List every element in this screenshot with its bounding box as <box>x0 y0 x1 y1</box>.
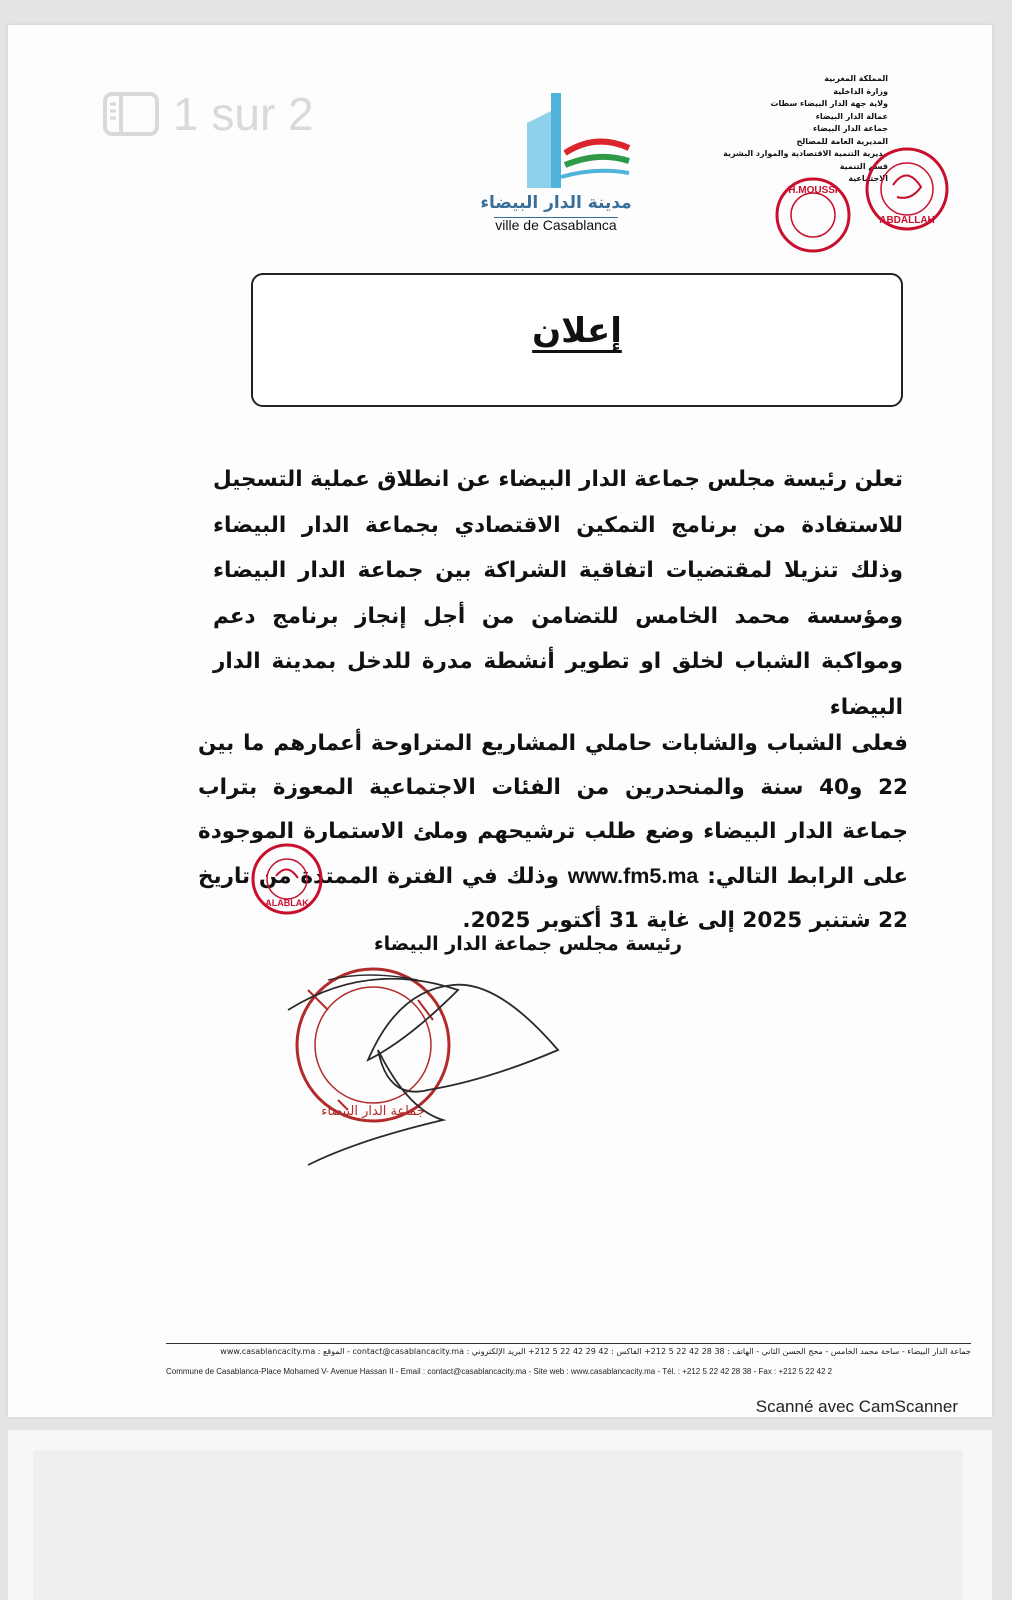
admin-line: عمالة الدار البيضاء <box>815 111 888 121</box>
document-page <box>8 25 992 1417</box>
announcement-paragraph-1: تعلن رئيسة مجلس جماعة الدار البيضاء عن انطلاق عملية التسجيل للاستفادة من برنامج التمكين الاقتصادي بجماعة الدار البيضاء وذلك تنزيلا لمقتضيات اتفاقية الشراكة بين جماعة الدار البيضاء ومؤسسة محمد الخامس للتضامن من أجل إنجاز برنامج دعم ومواكبة الشباب لخلق او تطوير أنشطة مدرة للدخل بمدينة الدار البيضاء <box>213 467 903 720</box>
paragraph-2-dates: وذلك في الفترة الممتدة من تاريخ 22 شتنبر 2025 إلى غاية 31 أكتوبر 2025. <box>198 864 908 933</box>
admin-line: وزارة الداخلية <box>833 86 888 96</box>
signatory-title: رئيسة مجلس جماعة الدار البيضاء <box>373 933 683 955</box>
stamp-abdallah <box>863 145 951 233</box>
admin-line: المملكة المغربية <box>824 74 888 83</box>
stamp-mid-text: ALABLAK <box>265 898 309 908</box>
paragraph-2-intro: فعلى الشباب والشابات حاملي المشاريع المتراوحة أعمارهم ما بين 22 و40 سنة والمنحدرين من الفئات الاجتماعية المعوزة بتراب جماعة الدار البيضاء وضع طلب ترشيحهم وملئ الاستمارة الموجودة على الرابط التالي: <box>198 731 909 889</box>
seal-text: جماعة الدار البيضاء <box>321 1104 425 1119</box>
stamp-right-text: ABDALLAH <box>879 215 935 226</box>
casablanca-logo-icon <box>521 93 631 193</box>
logo-french: ville de Casablanca <box>495 217 617 233</box>
page-indicator[interactable] <box>103 87 314 141</box>
stamp-alablak <box>248 840 326 918</box>
next-page-content <box>33 1450 963 1600</box>
admin-line: قسم التنمية <box>839 161 888 171</box>
logo-arabic: مدينة الدار البيضاء <box>480 193 632 213</box>
stamp-left-text: H.MOUSSI <box>788 185 838 196</box>
footer-french: Commune de Casablanca-Place Mohamed V- Avenue Hassan II - Email : contact@casablancacity.ma - Site web : www.casablancacity.ma - Tél. : +212 5 22 42 28 38 - Fax : +212 5 22 42 2 <box>166 1367 833 1376</box>
next-page-preview[interactable] <box>8 1430 992 1600</box>
stamp-moussi <box>773 175 853 255</box>
registration-link[interactable]: www.fm5.ma <box>567 864 699 888</box>
camscanner-watermark: Scanné avec CamScanner <box>755 1397 958 1416</box>
admin-line: الاجتماعية <box>848 174 888 183</box>
admin-line: مديرية التنمية الاقتصادية والموارد البشرية <box>723 149 888 158</box>
footer-divider <box>166 1343 971 1344</box>
title-box <box>251 273 903 407</box>
admin-line: المديرية العامة للمصالح <box>796 136 888 146</box>
official-seal <box>248 950 578 1170</box>
footer-arabic: جماعة الدار البيضاء - ساحة محمد الخامس - محج الحسن الثاني - الهاتف : 38 28 42 22 5 212+ الفاكس : 42 29 42 22 5 212+ البريد الإلكتروني : contact@casablancacity.ma - الموقع : www.casablancacity.ma <box>220 1347 971 1356</box>
announcement-title: إعلان <box>532 311 622 351</box>
admin-line: ولاية جهة الدار البيضاء سطات <box>770 99 888 108</box>
admin-line: جماعة الدار البيضاء <box>813 124 888 133</box>
page-indicator-text: 1 sur 2 <box>173 88 314 140</box>
page-layout-icon <box>103 92 159 136</box>
